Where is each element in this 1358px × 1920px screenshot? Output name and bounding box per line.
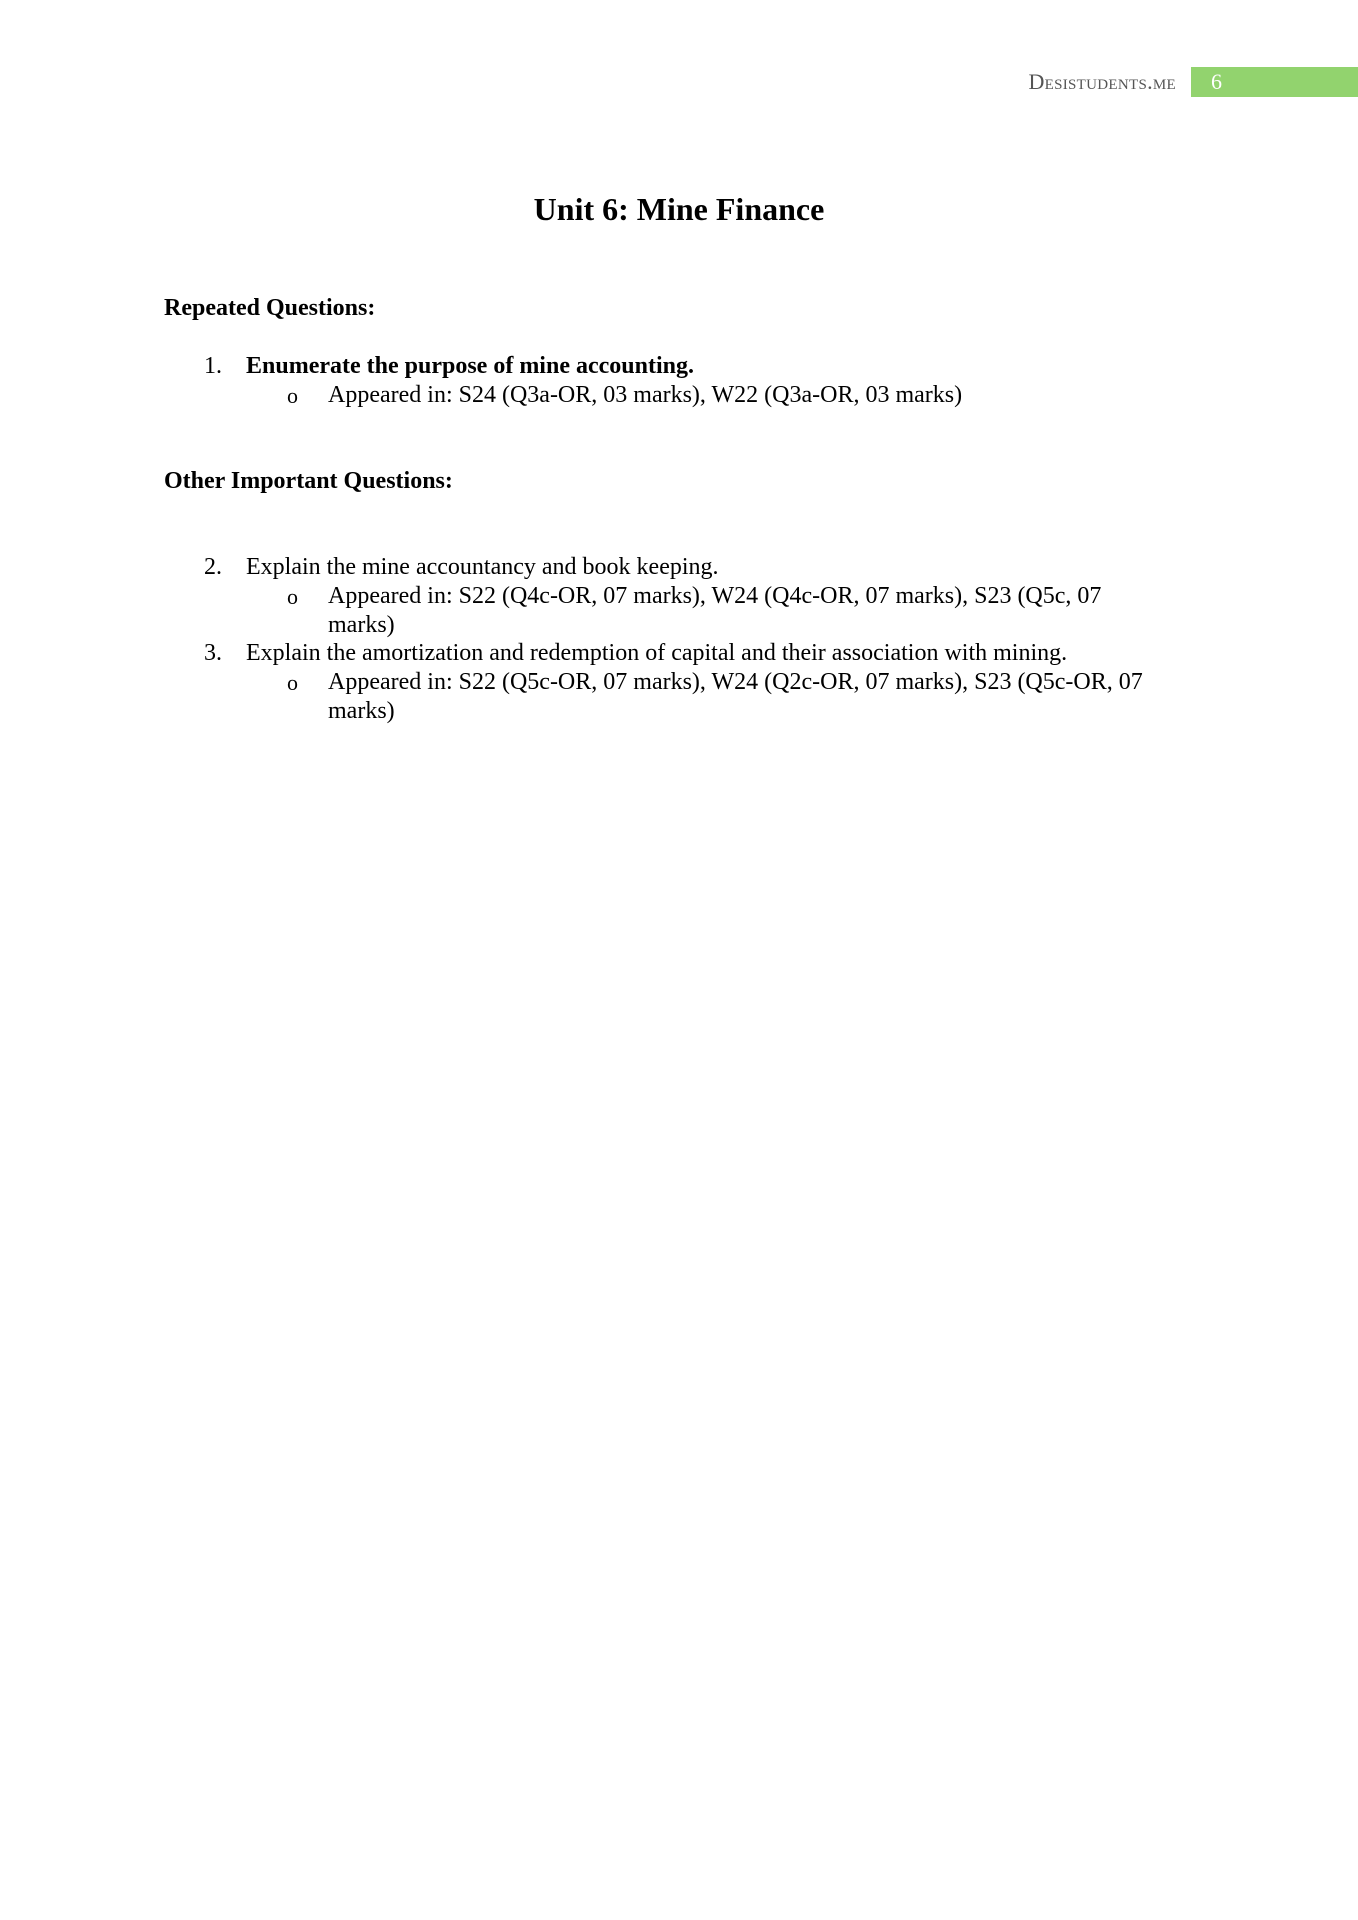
question-text: Enumerate the purpose of mine accounting.	[246, 353, 694, 379]
section-heading-other: Other Important Questions:	[164, 468, 453, 494]
page-number: 6	[1211, 69, 1222, 94]
question-item-2	[164, 553, 1204, 640]
unit-title: Unit 6: Mine Finance	[533, 191, 825, 227]
appeared-in-text: Appeared in: S22 (Q5c-OR, 07 marks), W24 (Q2c-OR, 07 marks), S23 (Q5c-OR, 07 marks)	[328, 669, 1143, 724]
section-heading-repeated: Repeated Questions:	[164, 295, 376, 321]
question-text: Explain the amortization and redemption of capital and their association with mining.	[246, 640, 1068, 666]
bullet-icon: o	[287, 670, 298, 695]
question-item-1	[164, 352, 1204, 410]
question-number: 1.	[204, 353, 222, 379]
site-name: Desistudents.me	[1028, 69, 1176, 94]
bullet-icon: o	[287, 383, 298, 408]
page-header	[0, 67, 1358, 97]
bullet-icon: o	[287, 584, 298, 609]
page-number-badge	[1191, 67, 1358, 97]
question-number: 2.	[204, 554, 222, 580]
appeared-in-text: Appeared in: S22 (Q4c-OR, 07 marks), W24 (Q4c-OR, 07 marks), S23 (Q5c, 07 marks)	[328, 583, 1102, 638]
question-number: 3.	[204, 640, 222, 666]
question-text: Explain the mine accountancy and book keeping.	[246, 554, 719, 580]
appeared-in-text: Appeared in: S24 (Q3a-OR, 03 marks), W22 (Q3a-OR, 03 marks)	[328, 382, 963, 408]
question-item-3	[164, 639, 1204, 726]
